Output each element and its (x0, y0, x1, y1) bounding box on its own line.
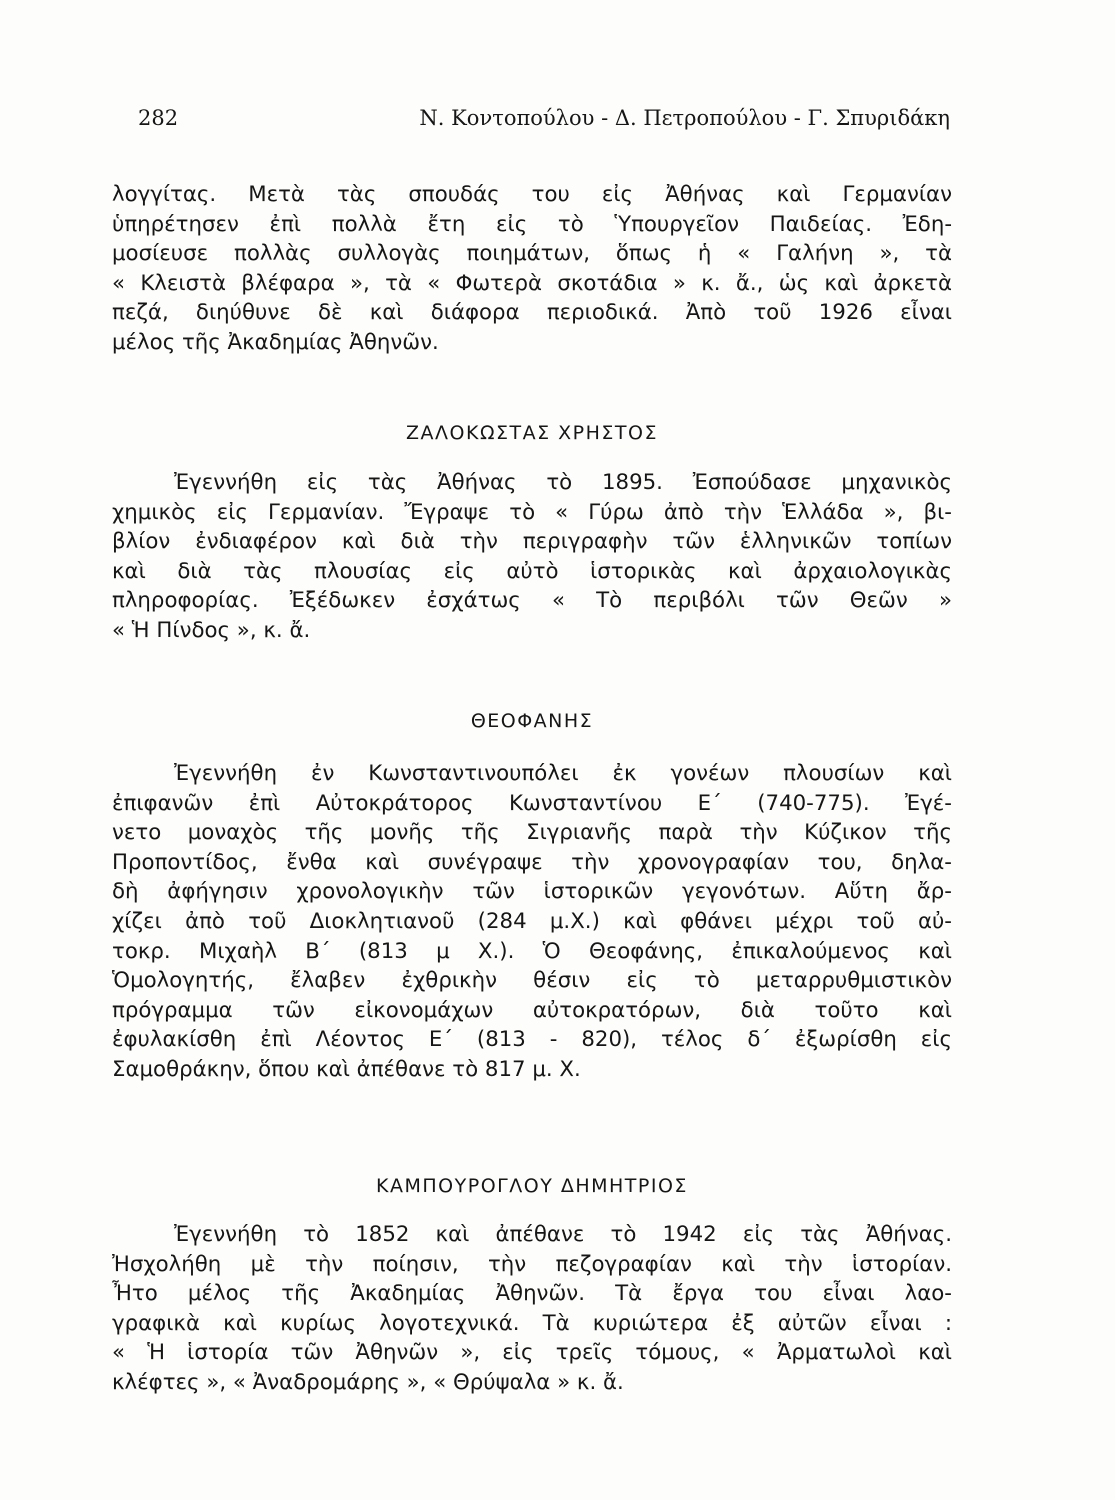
text-line: πεζά, διηύθυνε δὲ καὶ διάφορα περιοδικά. Ἀπὸ τοῦ 1926 εἶναι (112, 300, 952, 326)
text-line: « Ἡ Πίνδος », κ. ἄ. (112, 617, 311, 643)
text-line: λογγίτας. Μετὰ τὰς σπουδάς του εἰς Ἀθήνας καὶ Γερμανίαν (112, 182, 952, 207)
text-line: Ἐγεννήθη εἰς τὰς Ἀθήνας τὸ 1895. Ἐσπούδασε μηχανικὸς (174, 470, 952, 495)
text-line: τοκρ. Μιχαὴλ Β΄ (813 μ Χ.). Ὁ Θεοφάνης, ἐπικαλούμενος καὶ (112, 938, 952, 964)
text-line: μοσίευσε πολλὰς συλλογὰς ποιημάτων, ὅπως ἡ « Γαλήνη », τὰ (112, 241, 952, 267)
text-line: « Ἡ ἱστορία τῶν Ἀθηνῶν », εἰς τρεῖς τόμους, « Ἀρματωλοὶ καὶ (112, 1340, 952, 1366)
section-title-kampouroglou: ΚΑΜΠΟΥΡΟΓΛΟΥ ΔΗΜΗΤΡΙΟΣ (376, 1175, 688, 1197)
text-line: Ἐγεννήθη ἐν Κωνσταντινουπόλει ἐκ γονέων πλουσίων καὶ (174, 761, 952, 786)
text-line: νετο μοναχὸς τῆς μονῆς τῆς Σιγριανῆς παρὰ τὴν Κύζικον τῆς (112, 820, 952, 846)
text-line: κλέφτες », « Ἀναδρομάρης », « Θρύψαλα » κ. ἄ. (112, 1369, 624, 1395)
text-line: μέλος τῆς Ἀκαδημίας Ἀθηνῶν. (112, 329, 439, 355)
paragraph-theophanes (112, 759, 952, 1085)
text-line: χίζει ἀπὸ τοῦ Διοκλητιανοῦ (284 μ.Χ.) καὶ φθάνει μέχρι τοῦ αὐ- (112, 908, 952, 934)
text-line: πληροφορίας. Ἐξέδωκεν ἐσχάτως « Τὸ περιβόλι τῶν Θεῶν » (112, 588, 952, 614)
text-line: Ἠσχολήθη μὲ τὴν ποίησιν, τὴν πεζογραφίαν καὶ τὴν ἱστορίαν. (112, 1251, 952, 1277)
text-line: Ἦτο μέλος τῆς Ἀκαδημίας Ἀθηνῶν. Τὰ ἔργα του εἶναι λαο- (112, 1281, 952, 1307)
text-line: βλίον ἐνδιαφέρον καὶ διὰ τὴν περιγραφὴν τῶν ἑλληνικῶν τοπίων (112, 529, 952, 555)
text-line: Ὁμολογητής, ἔλαβεν ἐχθρικὴν θέσιν εἰς τὸ μεταρρυθμιστικὸν (112, 968, 952, 994)
text-line: ὑπηρέτησεν ἐπὶ πολλὰ ἔτη εἰς τὸ Ὑπουργεῖον Παιδείας. Ἐδη- (112, 211, 952, 237)
text-line: Ἐγεννήθη τὸ 1852 καὶ ἀπέθανε τὸ 1942 εἰς τὰς Ἀθήνας. (174, 1222, 952, 1247)
text-line: καὶ διὰ τὰς πλουσίας εἰς αὐτὸ ἱστορικὰς καὶ ἀρχαιολογικὰς (112, 558, 952, 584)
section-title-theophanes: ΘΕΟΦΑΝΗΣ (470, 710, 594, 732)
text-line: Σαμοθράκην, ὅπου καὶ ἀπέθανε τὸ 817 μ. Χ. (112, 1056, 581, 1082)
text-line: ἐπιφανῶν ἐπὶ Αὐτοκράτορος Κωνσταντίνου Ε΄ (740-775). Ἐγέ- (112, 790, 952, 816)
text-line: πρόγραμμα τῶν εἰκονομάχων αὐτοκρατόρων, διὰ τοῦτο καὶ (112, 997, 952, 1023)
text-line: « Κλειστὰ βλέφαρα », τὰ « Φωτερὰ σκοτάδια » κ. ἄ., ὡς καὶ ἀρκετὰ (112, 270, 952, 296)
page-number: 282 (138, 106, 179, 130)
section-title-zalokostas: ΖΑΛΟΚΩΣΤΑΣ ΧΡΗΣΤΟΣ (406, 422, 658, 444)
text-line: Προποντίδος, ἔνθα καὶ συνέγραψε τὴν χρονογραφίαν του, δηλα- (112, 849, 952, 875)
paragraph-zalokostas (112, 468, 952, 646)
text-line: δὴ ἀφήγησιν χρονολογικὴν τῶν ἱστορικῶν γεγονότων. Αὕτη ἄρ- (112, 879, 952, 905)
paragraph-continuation (112, 180, 952, 358)
running-head: Ν. Κοντοπούλου - Δ. Πετροπούλου - Γ. Σπυριδάκη (419, 106, 950, 130)
text-line: ἐφυλακίσθη ἐπὶ Λέοντος Ε΄ (813 - 820), τέλος δ΄ ἐξωρίσθη εἰς (112, 1027, 952, 1053)
page-header (138, 106, 950, 140)
text-line: γραφικὰ καὶ κυρίως λογοτεχνικά. Τὰ κυριώτερα ἐξ αὐτῶν εἶναι : (112, 1310, 952, 1336)
text-line: χημικὸς εἰς Γερμανίαν. Ἔγραψε τὸ « Γύρω ἀπὸ τὴν Ἑλλάδα », βι- (112, 499, 952, 525)
paragraph-kampouroglou (112, 1220, 952, 1398)
